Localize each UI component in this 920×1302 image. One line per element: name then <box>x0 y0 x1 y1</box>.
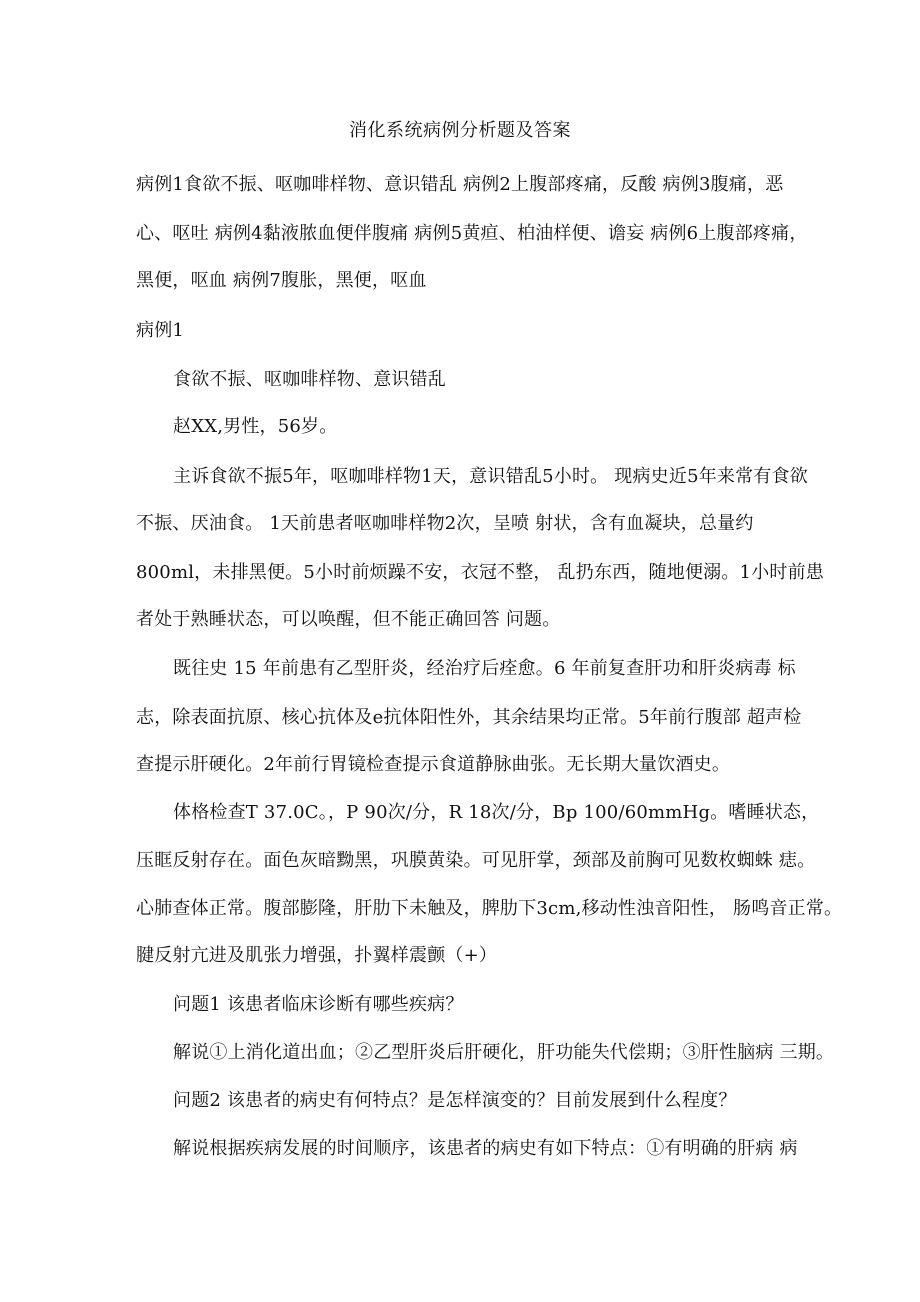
paragraph-line: 既往史 15 年前患有乙型肝炎，经治疗后痊愈。6 年前复查肝功和肝炎病毒 标 <box>173 658 796 679</box>
paragraph-line: 不振、厌油食。 1天前患者呕咖啡样物2次，呈喷 射状，含有血凝块，总量约 <box>136 513 754 534</box>
patient-info: 赵XX,男性，56岁。 <box>173 416 338 437</box>
paragraph-line: 800ml，未排黑便。5小时前烦躁不安，衣冠不整， 乱扔东西，随地便溺。1小时前患 <box>136 562 825 583</box>
paragraph-line: 心肺查体正常。腹部膨隆，肝肋下未触及，脾肋下3cm,移动性浊音阳性， 肠鸣音正常。 <box>136 898 843 919</box>
question-line: 问题1 该患者临床诊断有哪些疾病？ <box>173 994 464 1015</box>
answer-line: 解说①上消化道出血；②乙型肝炎后肝硬化，肝功能失代偿期；③肝性脑病 三期。 <box>173 1042 835 1063</box>
document-title: 消化系统病例分析题及答案 <box>349 120 571 141</box>
paragraph-line: 腱反射亢进及肌张力增强，扑翼样震颤（+） <box>136 945 498 966</box>
paragraph-line: 者处于熟睡状态，可以唤醒，但不能正确回答 问题。 <box>136 609 561 630</box>
question-line: 问题2 该患者的病史有何特点？是怎样演变的？目前发展到什么程度？ <box>173 1090 737 1111</box>
section-heading: 病例1 <box>136 320 185 341</box>
paragraph-line: 查提示肝硬化。2年前行胃镜检查提示食道静脉曲张。无长期大量饮酒史。 <box>136 754 731 775</box>
case-subtitle: 食欲不振、呕咖啡样物、意识错乱 <box>173 369 446 390</box>
paragraph-line: 体格检查T 37.0C。，P 90次/分，R 18次/分，Bp 100/60mmHg。嗜睡状态， <box>173 802 820 823</box>
paragraph-line: 志，除表面抗原、核心抗体及e抗体阳性外，其余结果均正常。5年前行腹部 超声检 <box>136 707 802 728</box>
paragraph-line: 病例1食欲不振、呕咖啡样物、意识错乱 病例2上腹部疼痛，反酸 病例3腹痛，恶 <box>136 174 784 195</box>
paragraph-line: 主诉食欲不振5年，呕咖啡样物1天，意识错乱5小时。 现病史近5年来常有食欲 <box>173 466 808 487</box>
paragraph-line: 压眶反射存在。面色灰暗黝黑，巩膜黄染。可见肝掌，颈部及前胸可见数枚蜘蛛 痣。 <box>136 850 816 871</box>
paragraph-line: 黑便，呕血 病例7腹胀，黑便，呕血 <box>136 270 427 291</box>
answer-line: 解说根据疾病发展的时间顺序，该患者的病史有如下特点：①有明确的肝病 病 <box>173 1138 798 1159</box>
paragraph-line: 心、呕吐 病例4黏液脓血便伴腹痛 病例5黄疸、柏油样便、谵妄 病例6上腹部疼痛， <box>136 223 808 244</box>
